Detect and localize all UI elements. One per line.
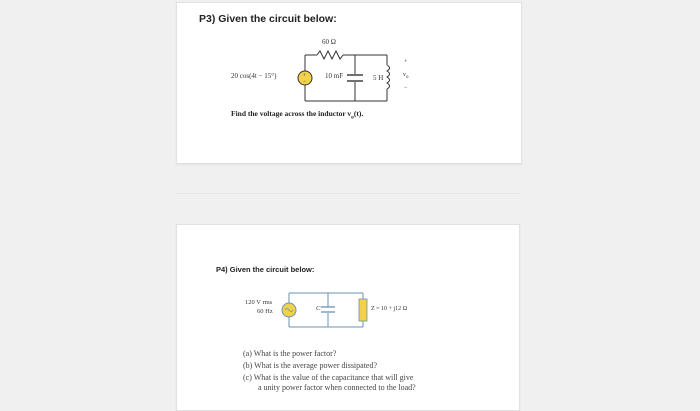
svg-text:−: − <box>303 79 307 85</box>
source-freq-label: 60 Hz <box>257 308 273 315</box>
inductor-label: 5 H <box>373 74 384 82</box>
resistor-label: 60 Ω <box>322 38 336 46</box>
load-box-icon <box>359 299 367 321</box>
problem-3-title: P3) Given the circuit below: <box>199 13 337 25</box>
problem-3-card <box>176 2 522 164</box>
vo-label: $v_o$ <box>403 72 409 81</box>
load-impedance-label: Z = 10 + j12 Ω <box>371 306 408 312</box>
problem-4-card <box>176 224 520 411</box>
question-b: (b) What is the average power dissipated? <box>243 361 378 370</box>
source-label: 20 cos(4t − 15°) <box>231 72 277 80</box>
problem-3-circuit <box>177 31 521 141</box>
capacitor-c-label: C <box>316 305 321 312</box>
capacitor-label: 10 mF <box>325 72 344 80</box>
source-rms-label: 120 V rms <box>245 299 273 306</box>
minus-sign: − <box>404 85 408 91</box>
question-a: (a) What is the power factor? <box>243 349 337 358</box>
question-c-continued: a unity power factor when connected to the load? <box>258 383 416 392</box>
plus-sign: + <box>404 59 408 65</box>
problem-3-question: Find the voltage across the inductor $v_o(t)$. <box>231 109 364 121</box>
divider-line <box>176 193 520 194</box>
problem-4-circuit <box>177 285 519 345</box>
problem-4-title: P4) Given the circuit below: <box>216 265 315 274</box>
question-c: (c) What is the value of the capacitance that will give <box>243 373 414 382</box>
svg-text:+: + <box>302 73 306 79</box>
